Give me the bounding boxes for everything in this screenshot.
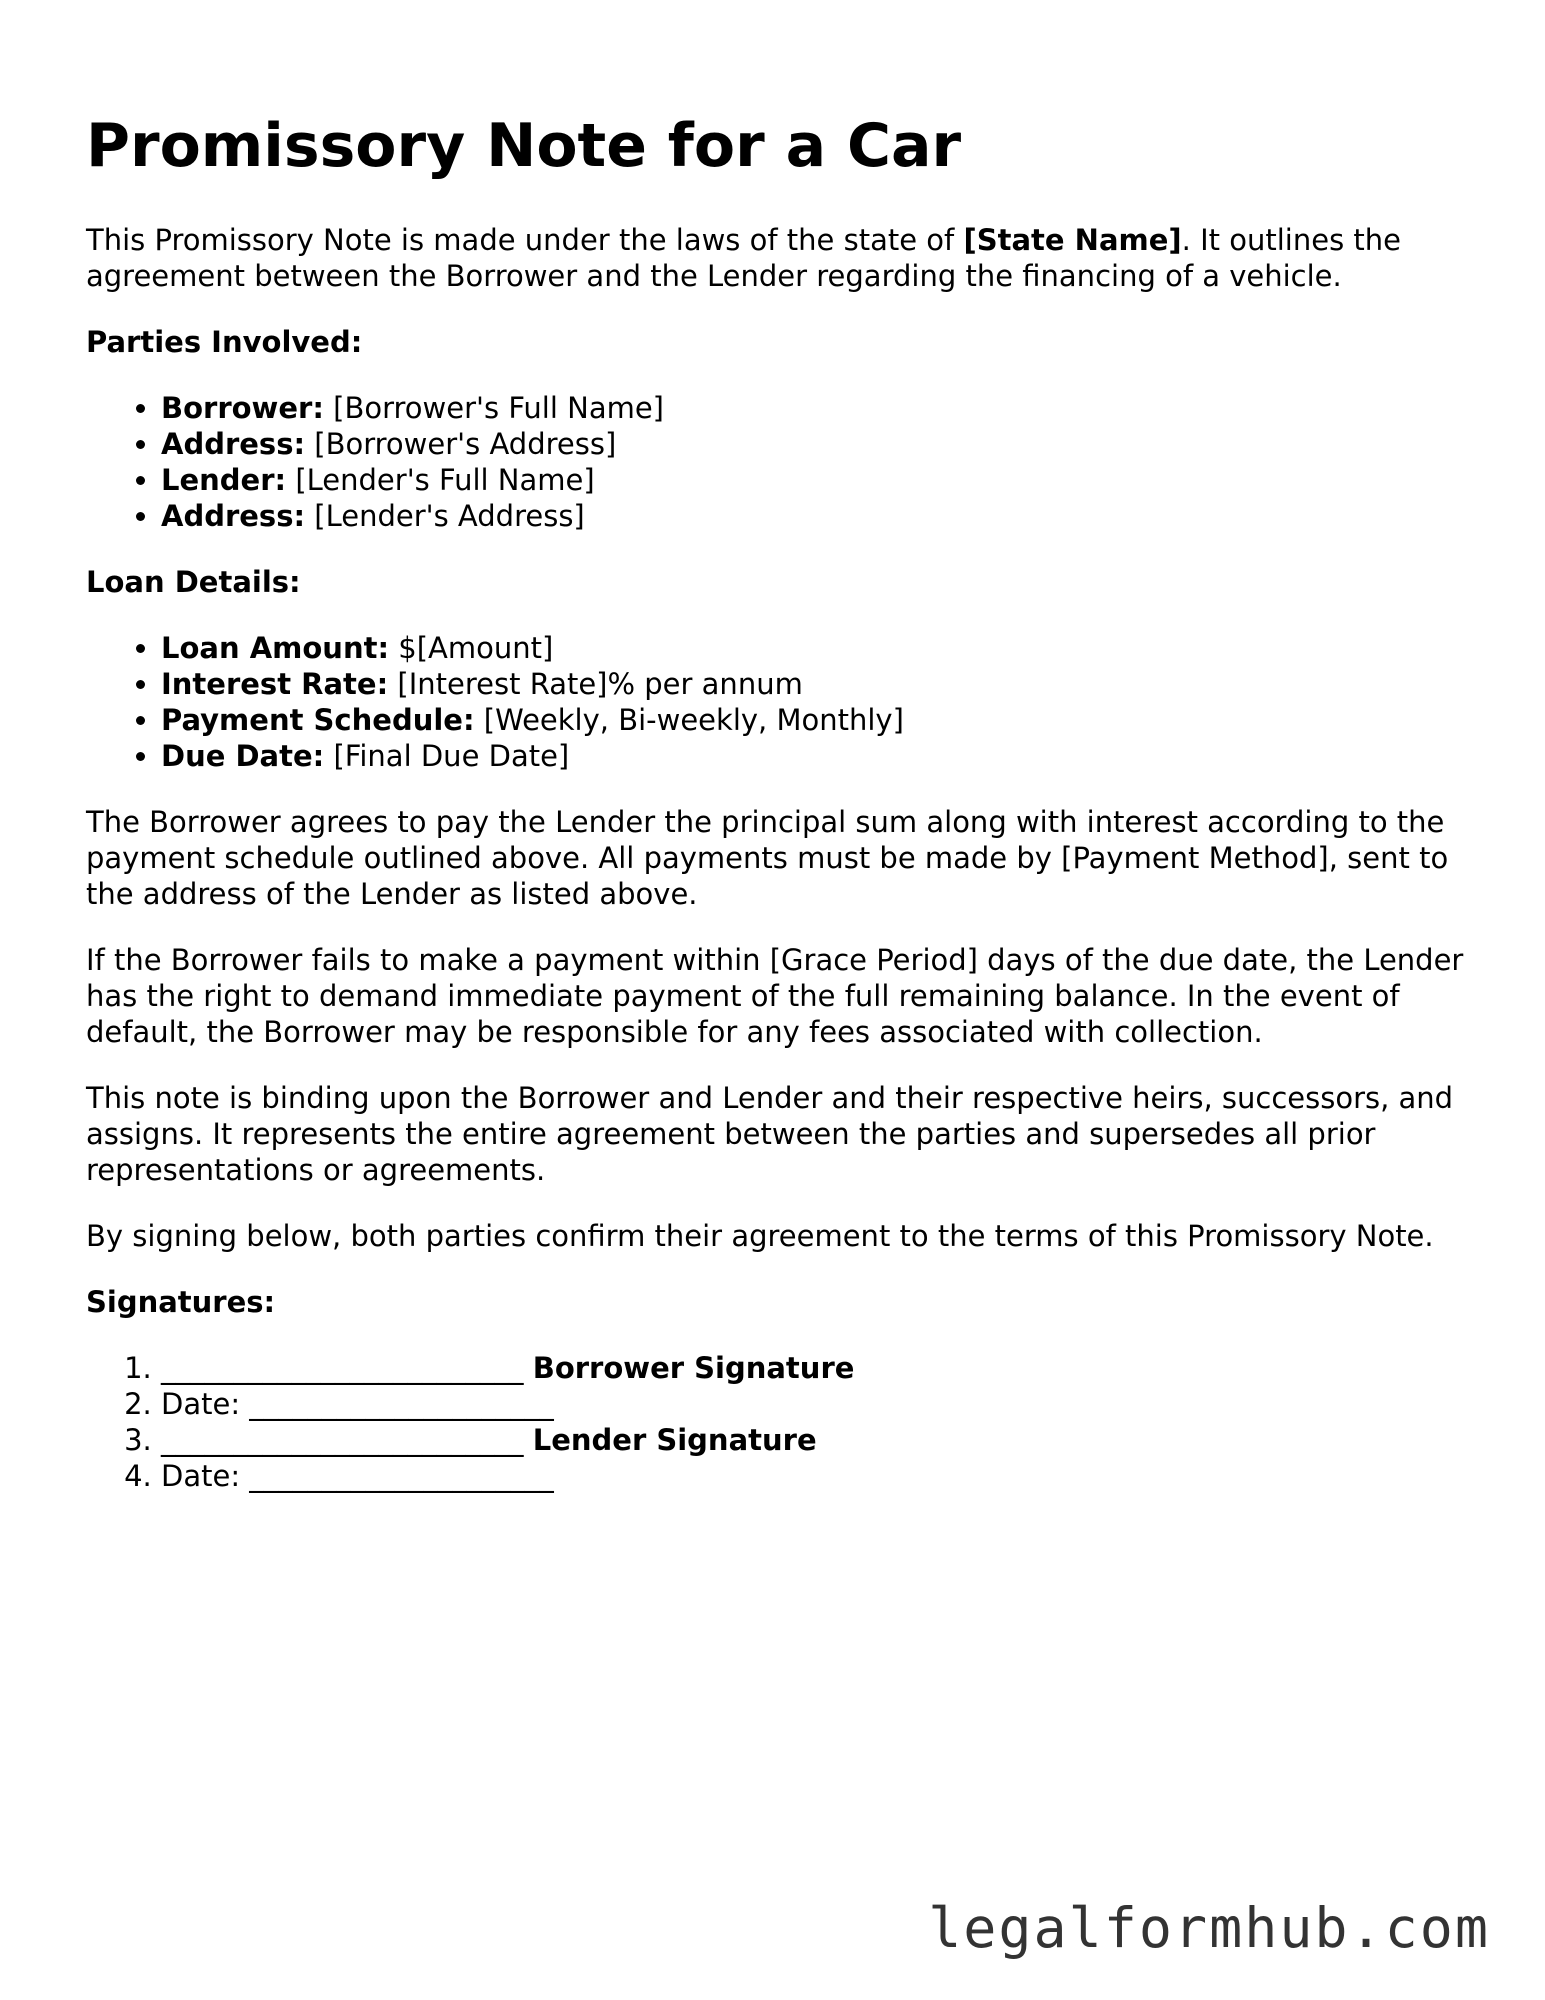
signatures-list — [86, 1350, 1466, 1494]
item-label: Payment Schedule: — [161, 703, 475, 737]
borrower-signature-label: Borrower Signature — [532, 1351, 855, 1385]
payment-terms-paragraph: The Borrower agrees to pay the Lender the principal sum along with interest according to the payment schedule outlined above. All payments must be made by [Payment Method], sent to the address of the Lender as listed above. — [86, 805, 1449, 911]
parties-list — [86, 390, 1466, 534]
item-label: Due Date: — [161, 739, 325, 773]
item-value: [Borrower's Full Name] — [323, 391, 664, 425]
list-item — [161, 390, 1466, 426]
document-page — [86, 96, 1466, 1524]
signatures-heading: Signatures: — [86, 1285, 276, 1319]
list-item — [161, 702, 1466, 738]
default-terms-paragraph: If the Borrower fails to make a payment within [Grace Period] days of the due date, the Lender has the right to demand immediate payment of the full remaining balance. In the event of default, the Borrower may be responsible for any fees associated with collection. — [86, 943, 1464, 1049]
state-name-placeholder: [State Name] — [963, 223, 1182, 257]
lender-date-field[interactable]: Date: _____________________ — [161, 1459, 554, 1493]
item-label: Lender: — [161, 463, 287, 497]
item-value: [Borrower's Address] — [305, 427, 617, 461]
item-label: Address: — [161, 427, 306, 461]
lender-signature-item[interactable] — [161, 1422, 1466, 1458]
borrower-date-field[interactable]: Date: _____________________ — [161, 1387, 554, 1421]
item-label: Interest Rate: — [161, 667, 389, 701]
list-item — [161, 498, 1466, 534]
borrower-signature-line[interactable]: _________________________ — [161, 1351, 533, 1385]
document-title: Promissory Note for a Car — [86, 111, 962, 181]
lender-date-item[interactable] — [161, 1458, 1466, 1494]
item-label: Borrower: — [161, 391, 324, 425]
intro-text-after: . It outlines the agreement between the Borrower and the Lender regarding the financing of a vehicle. — [86, 223, 1401, 293]
intro-text-before: This Promissory Note is made under the laws of the state of — [86, 223, 964, 257]
lender-signature-line[interactable]: _________________________ — [161, 1423, 533, 1457]
item-value: [Final Due Date] — [324, 739, 570, 773]
borrower-signature-item[interactable] — [161, 1350, 1466, 1386]
list-item — [161, 426, 1466, 462]
list-item — [161, 462, 1466, 498]
item-value: [Interest Rate]% per annum — [388, 667, 803, 701]
loan-list — [86, 630, 1466, 774]
lender-signature-label: Lender Signature — [532, 1423, 817, 1457]
parties-heading: Parties Involved: — [86, 325, 363, 359]
loan-heading: Loan Details: — [86, 565, 301, 599]
item-value: [Lender's Full Name] — [286, 463, 595, 497]
intro-paragraph — [86, 222, 1466, 294]
list-item — [161, 666, 1466, 702]
item-value: $[Amount] — [389, 631, 554, 665]
binding-terms-paragraph: This note is binding upon the Borrower and Lender and their respective heirs, successors, and assigns. It represents the entire agreement between the parties and supersedes all prior representations or agreements. — [86, 1081, 1454, 1187]
item-label: Loan Amount: — [161, 631, 390, 665]
item-value: [Lender's Address] — [305, 499, 585, 533]
confirmation-paragraph: By signing below, both parties confirm their agreement to the terms of this Promissory Note. — [86, 1219, 1434, 1253]
site-watermark: legalformhub.com — [928, 1896, 1490, 1960]
borrower-date-item[interactable] — [161, 1386, 1466, 1422]
list-item — [161, 738, 1466, 774]
item-label: Address: — [161, 499, 306, 533]
list-item — [161, 630, 1466, 666]
item-value: [Weekly, Bi-weekly, Monthly] — [474, 703, 904, 737]
